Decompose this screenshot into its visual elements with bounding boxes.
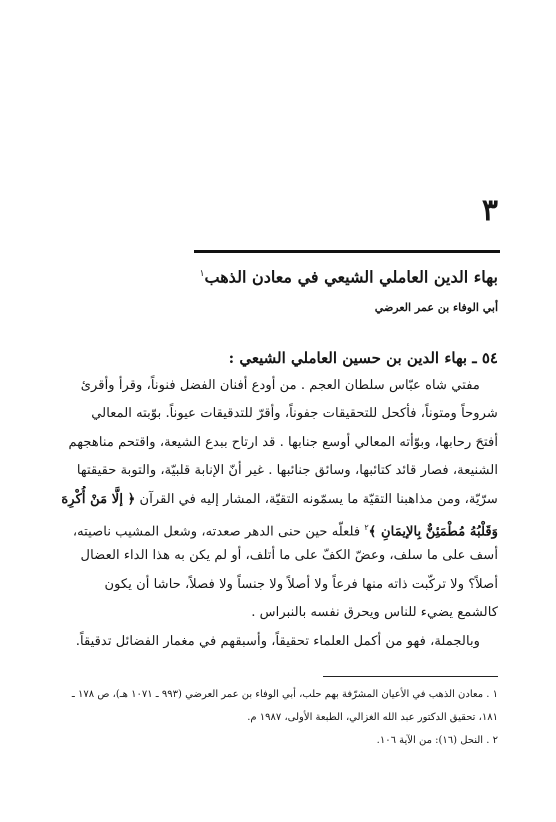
chapter-number: ٣ [481,193,498,228]
quran-quote: ﴿ إلَّا مَنْ أُكْرِهَ [61,491,136,507]
body-line: أصلاً؟ ولا تركّبت ذاته منها فرعاً ولا أصلاً ولا جنساً ولا فصلاً، حاشا أن يكون [104,576,498,592]
body-line: شروحاً ومتوناً، فأكحل للتحقيقات جفوناً، وأقرّ للتدقيقات عيوناً. بوّبته المعالي [91,406,498,422]
body-text: فلعلّه حين حنى الدهر صعدته، وشعل المشيب ناصيته، [72,524,361,540]
body-line: أسف على ما سلف، وعضّ الكفّ على ما أتلف، أو لم يكن به هذا الداء العضال [80,548,498,564]
footnotes [54,683,498,752]
chapter-divider [194,250,500,253]
footnote-1-continuation: ١٨١، تحقيق الدكتور عبد الله الغزالي، الطبعة الأولى، ١٩٨٧ م. [247,712,498,723]
footnote-2: ٢ . النحل (١٦): من الآية ١٠٦. [376,735,498,746]
body-line: كالشمع يضيء للناس ويحرق نفسه بالنبراس . [251,605,498,621]
footnote-1: ١ . معادن الذهب في الأعيان المشرّفة بهم حلب، أبي الوفاء بن عمر العرضي (٩٩٣ ـ ١٠٧١ هـ)، ص ١٧٨ ـ [71,689,498,700]
body-line: وبالجملة، فهو من أكمل العلماء تحقيقاً، وأسبقهم في مغمار الفضائل تدقيقاً. [75,633,480,649]
body-line: مفتي شاه عبّاس سلطان العجم . من أودع أفنان الفضل فنوناً، وقرأ وأقرئ [80,378,480,393]
title-footnote-marker: ١ [199,269,205,279]
body-text: سرّيّة، ومن مذاهبنا التقيّة ما يسمّونه التقيّة، المشار إليه في القرآن [139,491,498,507]
entry-heading: ٥٤ ـ بهاء الدين بن حسين العاملي الشيعي : [228,349,498,367]
quran-footnote-marker: ٢ [364,522,369,532]
chapter-author: أبي الوفاء بن عمر العرضي [374,301,498,314]
body-line: أفتحَ رحابها، وبوّأته المعالي أوسع جنابها . قد ارتاح ببدع الشيعة، واقتحم مناهجهم [68,434,498,450]
entry-body [54,372,498,656]
chapter-title [200,262,498,289]
body-line [54,514,498,542]
footnote-divider [323,676,498,677]
quran-quote: وَقَلْبُهُ مُطْمَئِنٌّ بِالإيمَانِ ﴾ [368,524,498,540]
chapter-title-text: بهاء الدين العاملي الشيعي في معادن الذهب [204,267,498,287]
body-line: الشنيعة، فصار قائد كتائبها، وسائق جنائبها . غير أنّ الإنابة قلبيّة، والتوبة حقيقتها [76,463,498,479]
body-line [54,486,498,514]
